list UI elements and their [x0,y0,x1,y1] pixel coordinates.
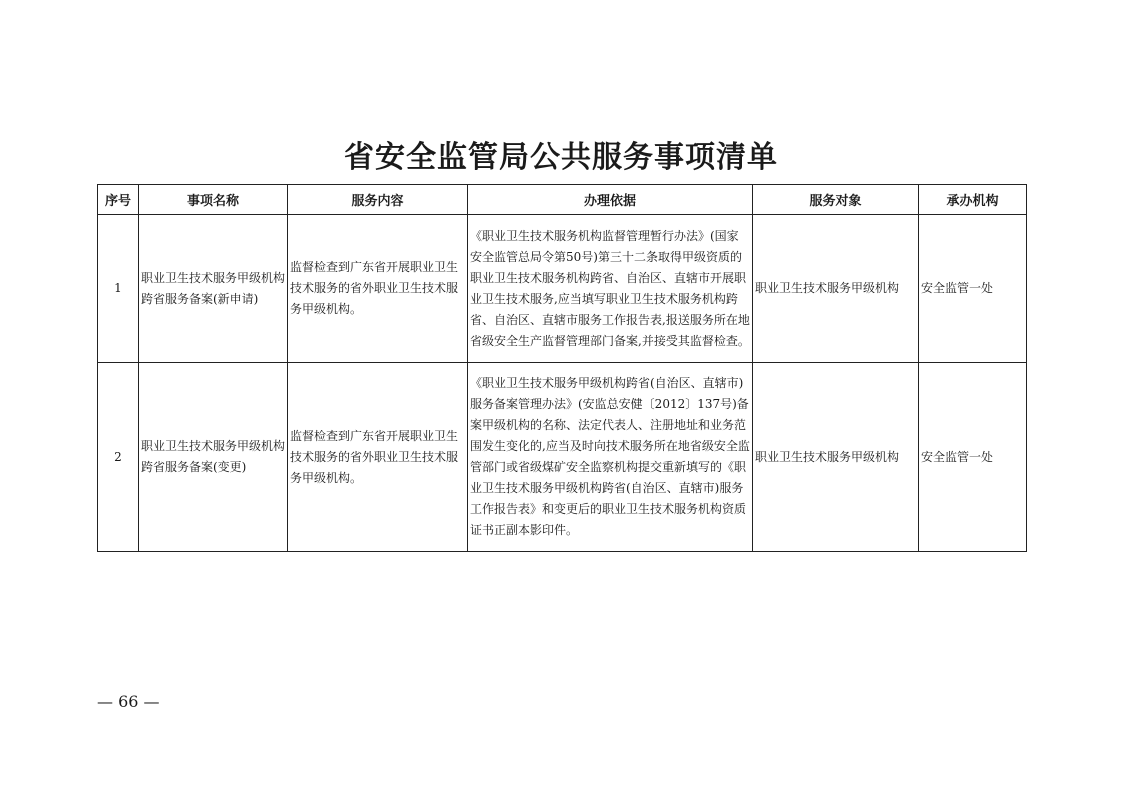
table-header-row [98,185,1027,215]
cell-service-target: 职业卫生技术服务甲级机构 [753,363,919,552]
cell-item-name: 职业卫生技术服务甲级机构跨省服务备案(新申请) [139,215,288,363]
header-legal-basis: 办理依据 [468,185,753,215]
cell-item-name: 职业卫生技术服务甲级机构跨省服务备案(变更) [139,363,288,552]
header-service-content: 服务内容 [288,185,468,215]
cell-legal-basis: 《职业卫生技术服务机构监督管理暂行办法》(国家安全监管总局令第50号)第三十二条取得甲级资质的职业卫生技术服务机构跨省、自治区、直辖市开展职业卫生技术服务,应当填写职业卫生技术服务机构跨省、自治区、直辖市服务工作报告表,报送服务所在地省级安全生产监督管理部门备案,并接受其监督检查。 [468,215,753,363]
table-row [98,363,1027,552]
cell-service-target: 职业卫生技术服务甲级机构 [753,215,919,363]
cell-handling-agency: 安全监管一处 [919,215,1027,363]
document-title: 省安全监管局公共服务事项清单 [344,140,778,175]
header-item-name: 事项名称 [139,185,288,215]
header-serial-number: 序号 [98,185,139,215]
cell-serial-number: 2 [98,363,139,552]
header-handling-agency: 承办机构 [919,185,1027,215]
header-service-target: 服务对象 [753,185,919,215]
cell-service-content: 监督检查到广东省开展职业卫生技术服务的省外职业卫生技术服务甲级机构。 [288,215,468,363]
cell-legal-basis: 《职业卫生技术服务甲级机构跨省(自治区、直辖市)服务备案管理办法》(安监总安健〔2012〕137号)备案甲级机构的名称、法定代表人、注册地址和业务范围发生变化的,应当及时向技术服务所在地省级安全监管部门或省级煤矿安全监察机构提交重新填写的《职业卫生技术服务甲级机构跨省(自治区、直辖市)服务工作报告表》和变更后的职业卫生技术服务机构资质证书正副本影印件。 [468,363,753,552]
cell-serial-number: 1 [98,215,139,363]
cell-handling-agency: 安全监管一处 [919,363,1027,552]
page-number: — 66 — [97,692,160,711]
service-items-table [97,184,1027,552]
cell-service-content: 监督检查到广东省开展职业卫生技术服务的省外职业卫生技术服务甲级机构。 [288,363,468,552]
table-row [98,215,1027,363]
